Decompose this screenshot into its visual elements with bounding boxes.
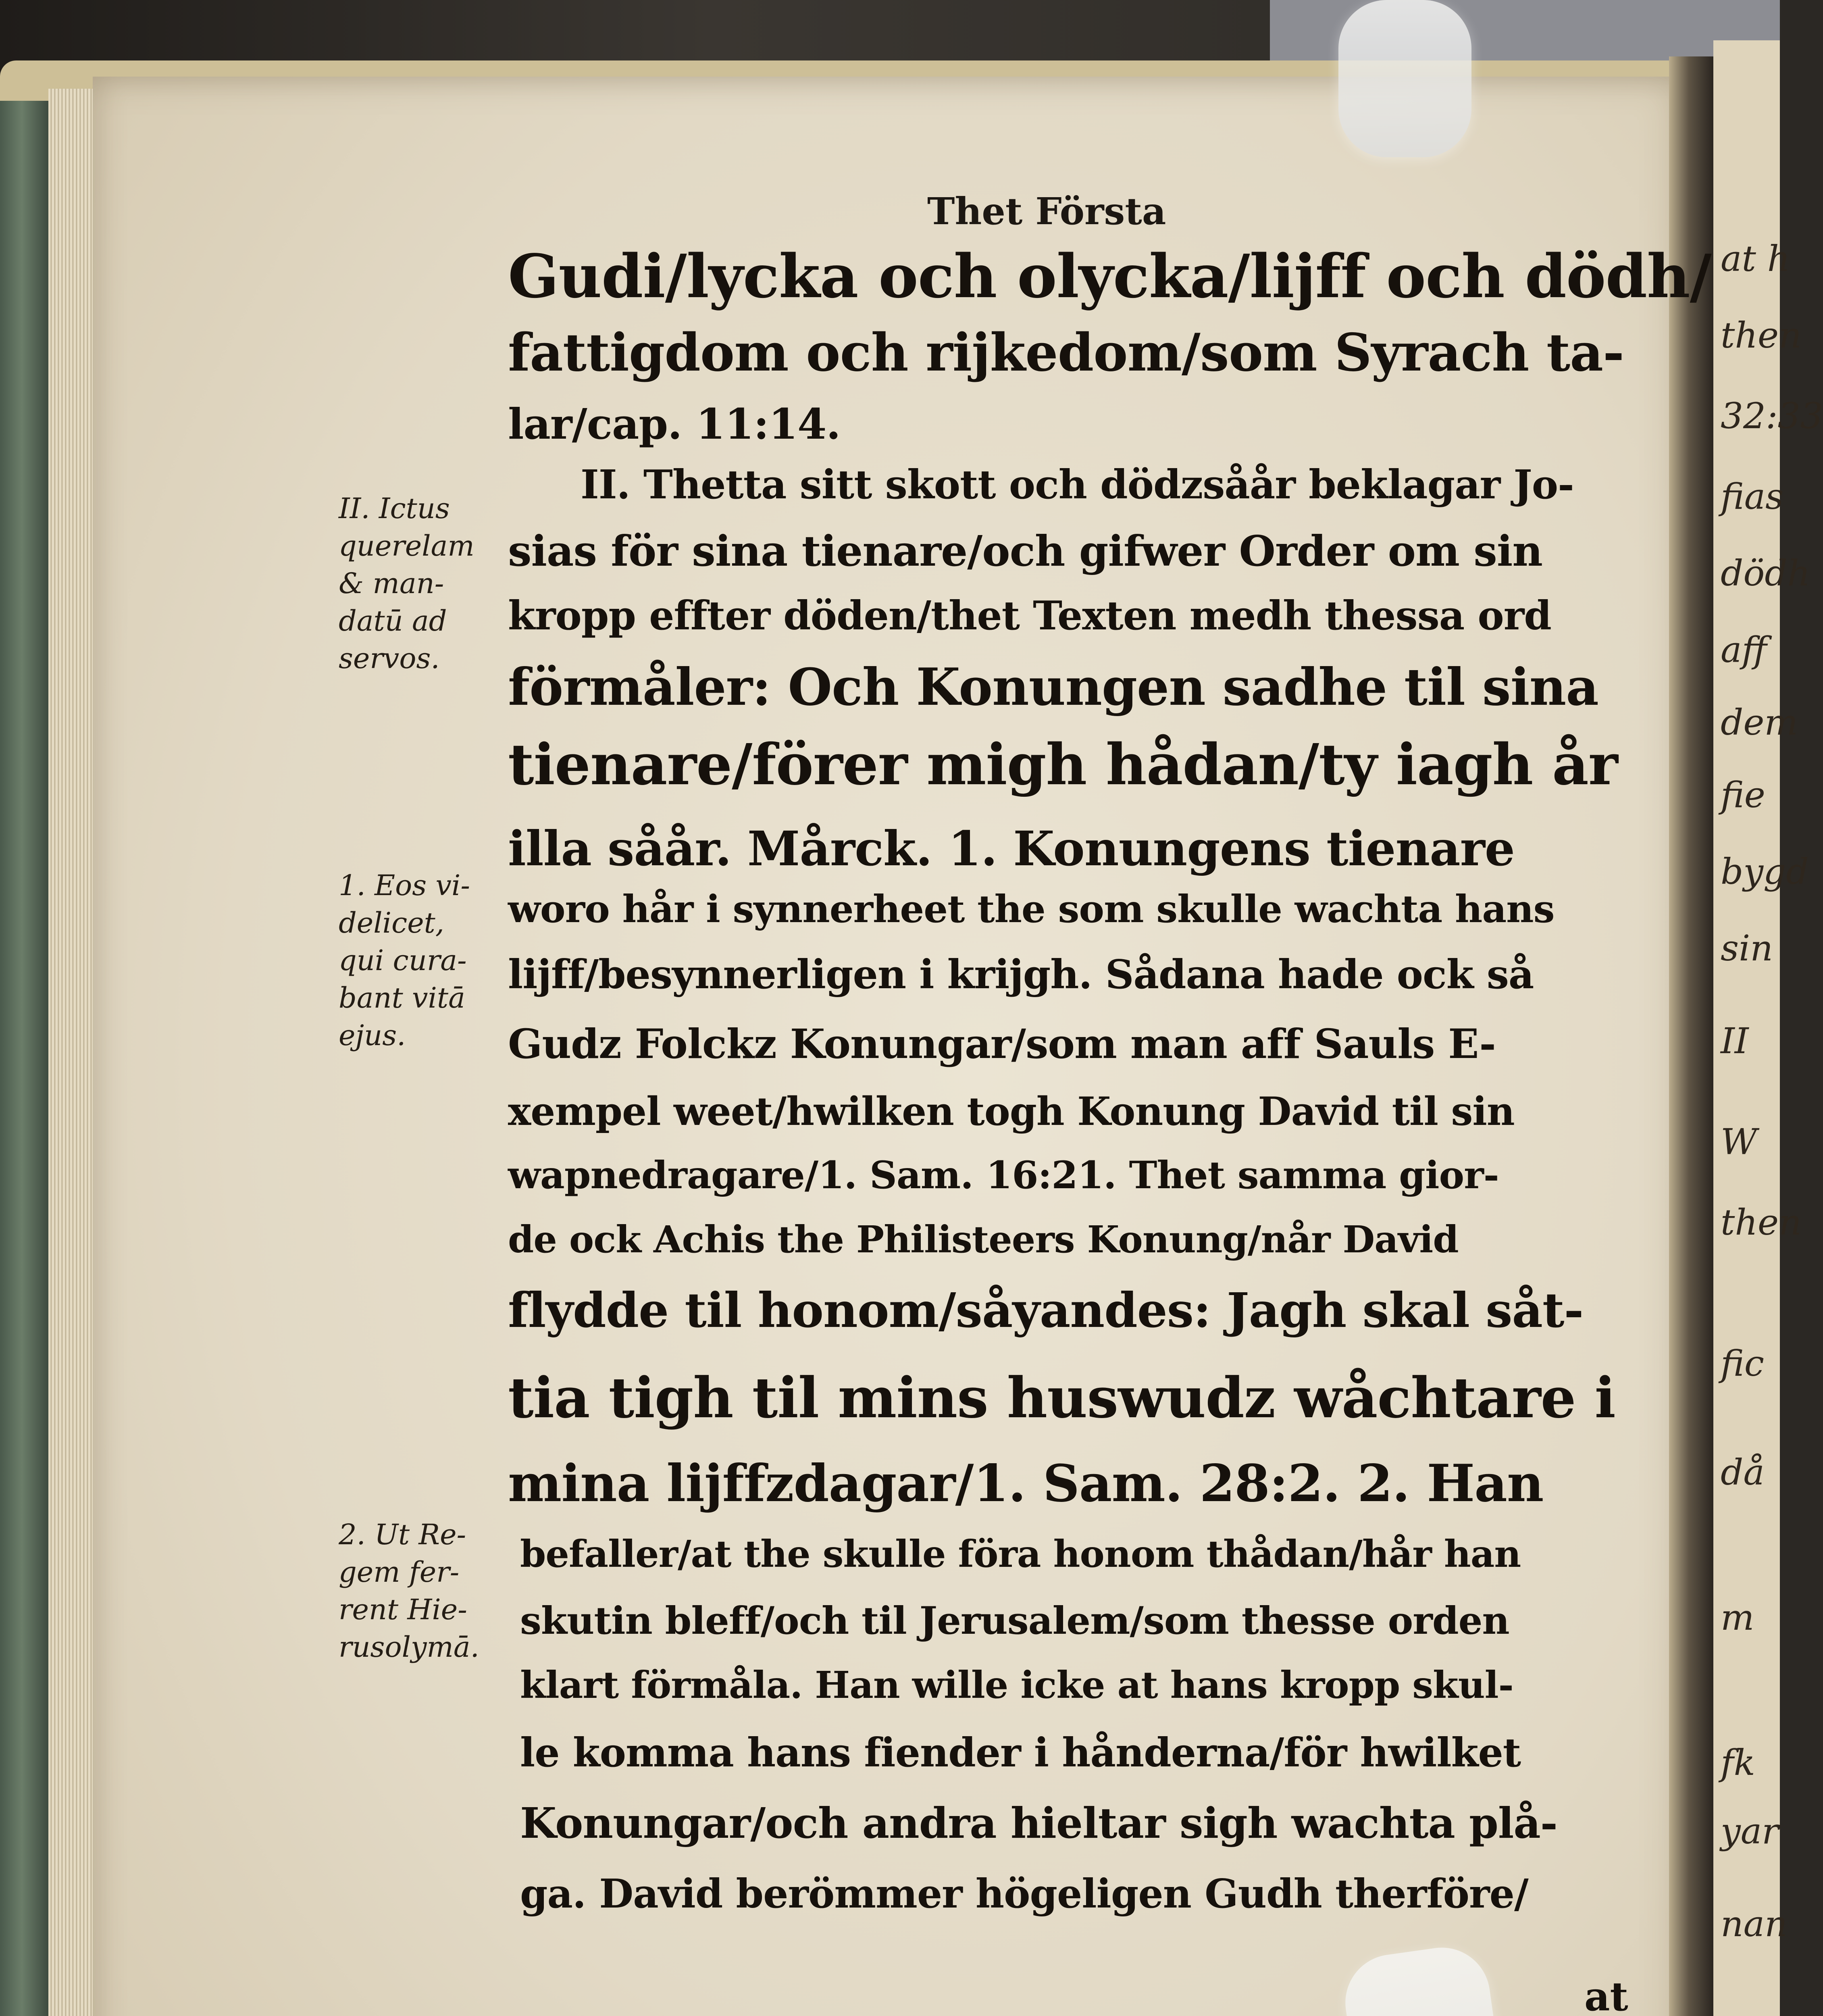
next-page-fragment: m	[1721, 1597, 1754, 1638]
running-head: Thet Första	[927, 190, 1166, 233]
text-line: kropp effter döden/thet Texten medh thessa ord	[508, 593, 1551, 639]
text-line: fattigdom och rijkedom/som Syrach ta-	[508, 323, 1624, 383]
next-page-fragment: aff	[1721, 629, 1767, 671]
text-line: illa såår. Mårck. 1. Konungens tienare	[508, 821, 1515, 877]
text-line: mina lijffzdagar/1. Sam. 28:2. 2. Han	[508, 1454, 1544, 1513]
next-page-fragment: W	[1721, 1121, 1757, 1162]
text-line: befaller/at the skulle föra honom thådan/hår han	[520, 1532, 1521, 1576]
next-page-fragment: then	[1721, 314, 1802, 356]
text-line: förmåler: Och Konungen sadhe til sina	[508, 657, 1598, 717]
margin-note: II. Ictus querelam & man- datū ad servos.	[339, 492, 474, 675]
text-line: sias för sina tienare/och gifwer Order om sin	[508, 526, 1542, 576]
next-page-fragment: at h	[1721, 238, 1790, 279]
text-line: ga. David berömmer högeligen Gudh therföre/	[520, 1871, 1528, 1917]
text-line: flydde til honom/såyandes: Jagh skal såt-	[508, 1282, 1584, 1338]
text-line: lar/cap. 11:14.	[508, 399, 841, 449]
next-page-fragment: då	[1721, 1452, 1765, 1493]
text-line: tia tigh til mins huswudz wåchtare i	[508, 1365, 1615, 1431]
text-line: skutin bleff/och til Jerusalem/som thesse orden	[520, 1599, 1509, 1643]
next-page-fragment: bygd	[1721, 851, 1809, 892]
text-line: lijff/besynnerligen i krijgh. Sådana hade ock så	[508, 952, 1534, 998]
next-page-fragment: fie	[1721, 774, 1765, 816]
text-line: klart förmåla. Han wille icke at hans kropp skul-	[520, 1663, 1513, 1707]
text-line: tienare/förer migh hådan/ty iagh år	[508, 732, 1618, 798]
text-line: le komma hans fiender i hånderna/för hwilket	[520, 1730, 1521, 1776]
next-page-fragment: 32:33	[1721, 395, 1823, 437]
next-page-fragment: II	[1721, 1020, 1749, 1062]
next-page-fragment: fias	[1721, 476, 1784, 517]
next-page-fragment: fk	[1721, 1742, 1755, 1783]
book-spine	[0, 101, 48, 2016]
next-page-fragment: sin	[1721, 927, 1773, 969]
catchword: at	[1584, 1974, 1628, 2016]
text-line: woro hår i synnerheet the som skulle wachta hans	[508, 887, 1555, 931]
next-page-fragment: yar	[1721, 1810, 1779, 1852]
text-line: Gudi/lycka och olycka/lijff och dödh/	[508, 241, 1711, 311]
next-page	[1713, 40, 1823, 2016]
text-line: de ock Achis the Philisteers Konung/når David	[508, 1218, 1459, 1261]
page-clip	[1338, 0, 1471, 157]
margin-note: 2. Ut Re- gem fer- rent Hie- rusolymā.	[339, 1518, 479, 1664]
book-gutter	[1669, 56, 1713, 2016]
next-page-fragment: then	[1721, 1202, 1802, 1243]
page-edges	[48, 89, 93, 2016]
text-line: wapnedragare/1. Sam. 16:21. Thet samma gior-	[508, 1153, 1499, 1198]
text-line: Konungar/och andra hieltar sigh wachta plå-	[520, 1798, 1557, 1848]
next-page-fragment: fic	[1721, 1343, 1764, 1384]
next-page-fragment: nan	[1721, 1903, 1788, 1945]
text-line: xempel weet/hwilken togh Konung David til sin	[508, 1089, 1515, 1134]
next-page-fragment: dödh	[1721, 552, 1811, 594]
text-line: II. Thetta sitt skott och dödzsåår beklagar Jo-	[581, 462, 1574, 508]
text-line: Gudz Folckz Konungar/som man aff Sauls E-	[508, 1020, 1496, 1068]
next-page-fragment: dem	[1721, 702, 1798, 743]
margin-note: 1. Eos vi- delicet, qui cura- bant vitā ejus.	[339, 869, 470, 1052]
